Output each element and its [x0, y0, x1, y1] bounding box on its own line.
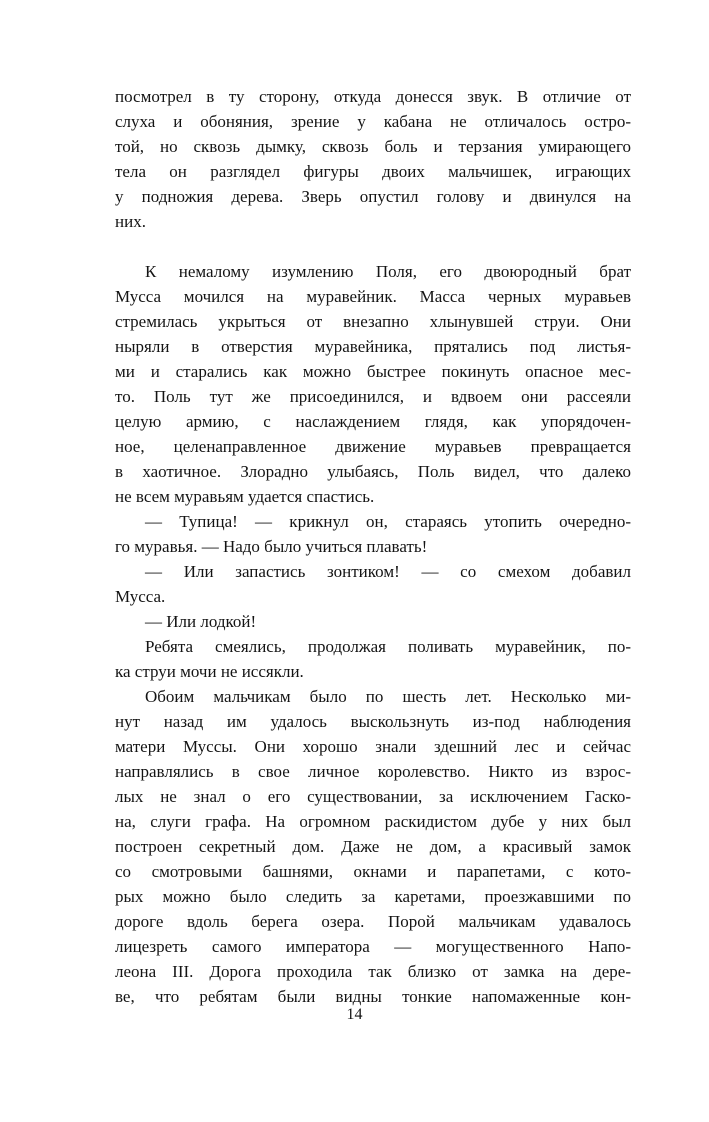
text-line: целую армию, с наслаждением глядя, как упорядочен- [115, 412, 631, 431]
text-line: стремилась укрыться от внезапно хлынувшей струи. Они [115, 312, 631, 331]
text-line: рых можно было следить за каретами, проезжавшими по [115, 887, 631, 906]
text-line: со смотровыми башнями, окнами и парапетами, с кото- [115, 862, 631, 881]
text-line: посмотрел в ту сторону, откуда донесся звук. В отличие от [115, 87, 631, 106]
text-line: нут назад им удалось выскользнуть из-под наблюдения [115, 712, 631, 731]
text-line: них. [115, 212, 146, 231]
text-line: — Или запастись зонтиком! — со смехом добавил [145, 562, 631, 581]
text-line: тела он разглядел фигуры двоих мальчишек, играющих [115, 162, 631, 181]
text-line: той, но сквозь дымку, сквозь боль и терзания умирающего [115, 137, 631, 156]
text-line: построен секретный дом. Даже не дом, а красивый замок [115, 837, 631, 856]
text-line: то. Поль тут же присоединился, и вдвоем они рассеяли [115, 387, 631, 406]
page-text [115, 84, 631, 1009]
text-line: ное, целенаправленное движение муравьев превращается [115, 437, 631, 456]
paragraph [115, 559, 631, 609]
text-line: ми и старались как можно быстрее покинуть опасное мес- [115, 362, 631, 381]
text-line: дороге вдоль берега озера. Порой мальчикам удавалось [115, 912, 631, 931]
paragraph [115, 634, 631, 684]
text-line: Мусса. [115, 587, 166, 606]
text-line: направлялись в свое личное королевство. Никто из взрос- [115, 762, 631, 781]
paragraph [115, 684, 631, 1009]
text-line: ве, что ребятам были видны тонкие напомаженные кон- [115, 987, 631, 1006]
text-line: на, слуги графа. На огромном раскидистом дубе у них был [115, 812, 631, 831]
text-line: Мусса мочился на муравейник. Масса черных муравьев [115, 287, 631, 306]
text-line: матери Муссы. Они хорошо знали здешний лес и сейчас [115, 737, 631, 756]
section-break [115, 234, 631, 259]
text-line: ныряли в отверстия муравейника, прятались под листья- [115, 337, 631, 356]
text-line: Обоим мальчикам было по шесть лет. Несколько ми- [145, 687, 631, 706]
text-line: Ребята смеялись, продолжая поливать муравейник, по- [145, 637, 631, 656]
text-line: у подножия дерева. Зверь опустил голову и двинулся на [115, 187, 631, 206]
text-line: лицезреть самого императора — могущественного Напо- [115, 937, 631, 956]
paragraph [115, 509, 631, 559]
text-line: не всем муравьям удается спастись. [115, 487, 375, 506]
text-line: го муравья. — Надо было учиться плавать! [115, 537, 428, 556]
paragraph [115, 259, 631, 509]
text-line: в хаотичное. Злорадно улыбаясь, Поль видел, что далеко [115, 462, 631, 481]
text-line: ка струи мочи не иссякли. [115, 662, 304, 681]
paragraph [115, 84, 631, 234]
text-line: — Или лодкой! [145, 612, 257, 631]
text-line: К немалому изумлению Поля, его двоюродный брат [145, 262, 631, 281]
paragraph [115, 609, 631, 634]
text-line: леона III. Дорога проходила так близко от замка на дере- [115, 962, 631, 981]
text-line: — Тупица! — крикнул он, стараясь утопить очередно- [145, 512, 631, 531]
text-line: слуха и обоняния, зрение у кабана не отличалось остро- [115, 112, 631, 131]
page-number: 14 [346, 1006, 363, 1023]
text-line: лых не знал о его существовании, за исключением Гаско- [115, 787, 631, 806]
